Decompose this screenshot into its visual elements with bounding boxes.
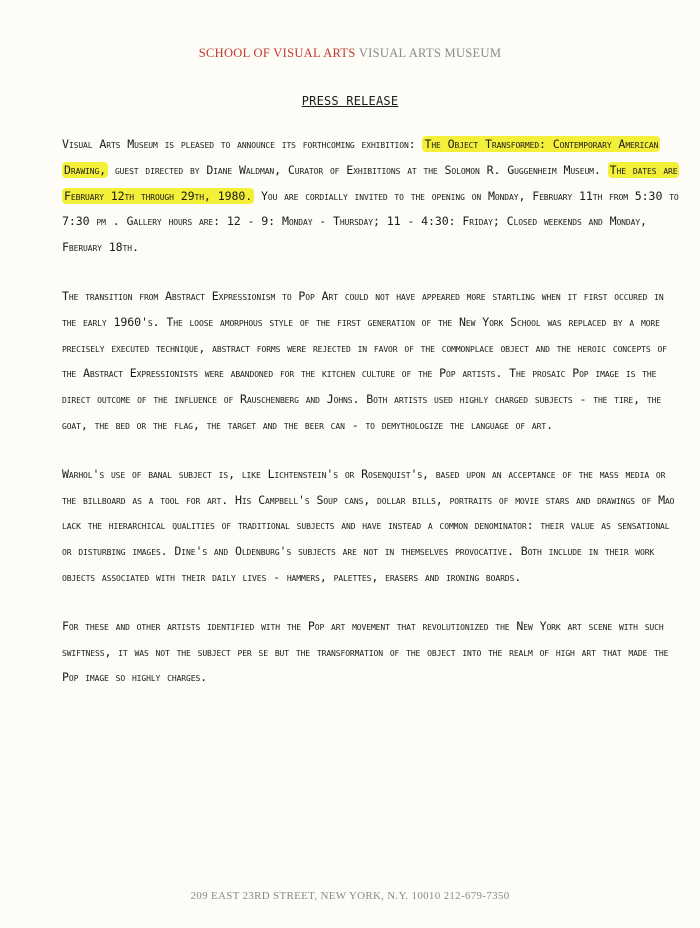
- paragraph-announcement: [62, 132, 682, 261]
- opening-hours-text: You are cordially invited to the opening on Monday, February 11th from 5:30 to 7:30 pm . Gallery hours are: 12 - 9: Monday - Thursday; 11 - 4:30: Friday; Closed weekends and Monday, Fberuary 18th.: [62, 188, 679, 255]
- letterhead-museum: VISUAL ARTS MUSEUM: [358, 46, 502, 60]
- footer-address: 209 EAST 23RD STREET, NEW YORK, N.Y. 10010 212-679-7350: [190, 890, 510, 902]
- paragraph-transition: The transition from Abstract Expressionism to Pop Art could not have appeared more startling when it first occured in the early 1960's. The loose amorphous style of the first generation of the New York School was replaced by a more precisely executed technique, abstract forms were rejected in favor of the commonplace object and the heroic concepts of the Abstract Expressionists were abandoned for the kitchen culture of the Pop artists. The prosaic Pop image is the direct outcome of the influence of Rauschenberg and Johns. Both artists used highly charged subjects - the tire, the goat, the bed or the flag, the target and the beer can - to demythologize the language of art.: [62, 288, 667, 432]
- exhibition-title-highlight: The Object Transformed: Contemporary American Drawing,: [64, 137, 659, 177]
- announcement-intro: Visual Arts Museum is pleased to announce its forthcoming exhibition:: [62, 137, 423, 151]
- paragraph-warhol: Warhol's use of banal subject is, like Lichtenstein's or Rosenquist's, based upon an acceptance of the mass media or the billboard as a tool for art. His Campbell's Soup cans, dollar bills, portraits of movie stars and drawings of Mao lack the hierarchical qualities of traditional subjects and have instead a common denominator: their value as sensational or disturbing images. Dine's and Oldenburg's subjects are not in themselves provocative. Both include in their work objects associated with their daily lives - hammers, palettes, erasers and ironing boards.: [62, 466, 675, 584]
- press-release-body: [62, 132, 682, 714]
- page-title: PRESS RELEASE: [301, 94, 399, 108]
- curator-text: guest directed by Diane Waldman, Curator of Exhibitions at the Solomon R. Guggenheim Museum.: [108, 162, 608, 177]
- dates-highlight: The dates are February 12th through 29th, 1980.: [64, 162, 678, 203]
- letterhead: [0, 46, 700, 61]
- paragraph-pop-movement: For these and other artists identified with the Pop art movement that revolutionized the New York art scene with such swiftness, it was not the subject per se but the transformation of the object into the realm of high art that made the Pop image so highly charges.: [62, 618, 669, 685]
- letterhead-school: SCHOOL OF VISUAL ARTS: [198, 46, 356, 60]
